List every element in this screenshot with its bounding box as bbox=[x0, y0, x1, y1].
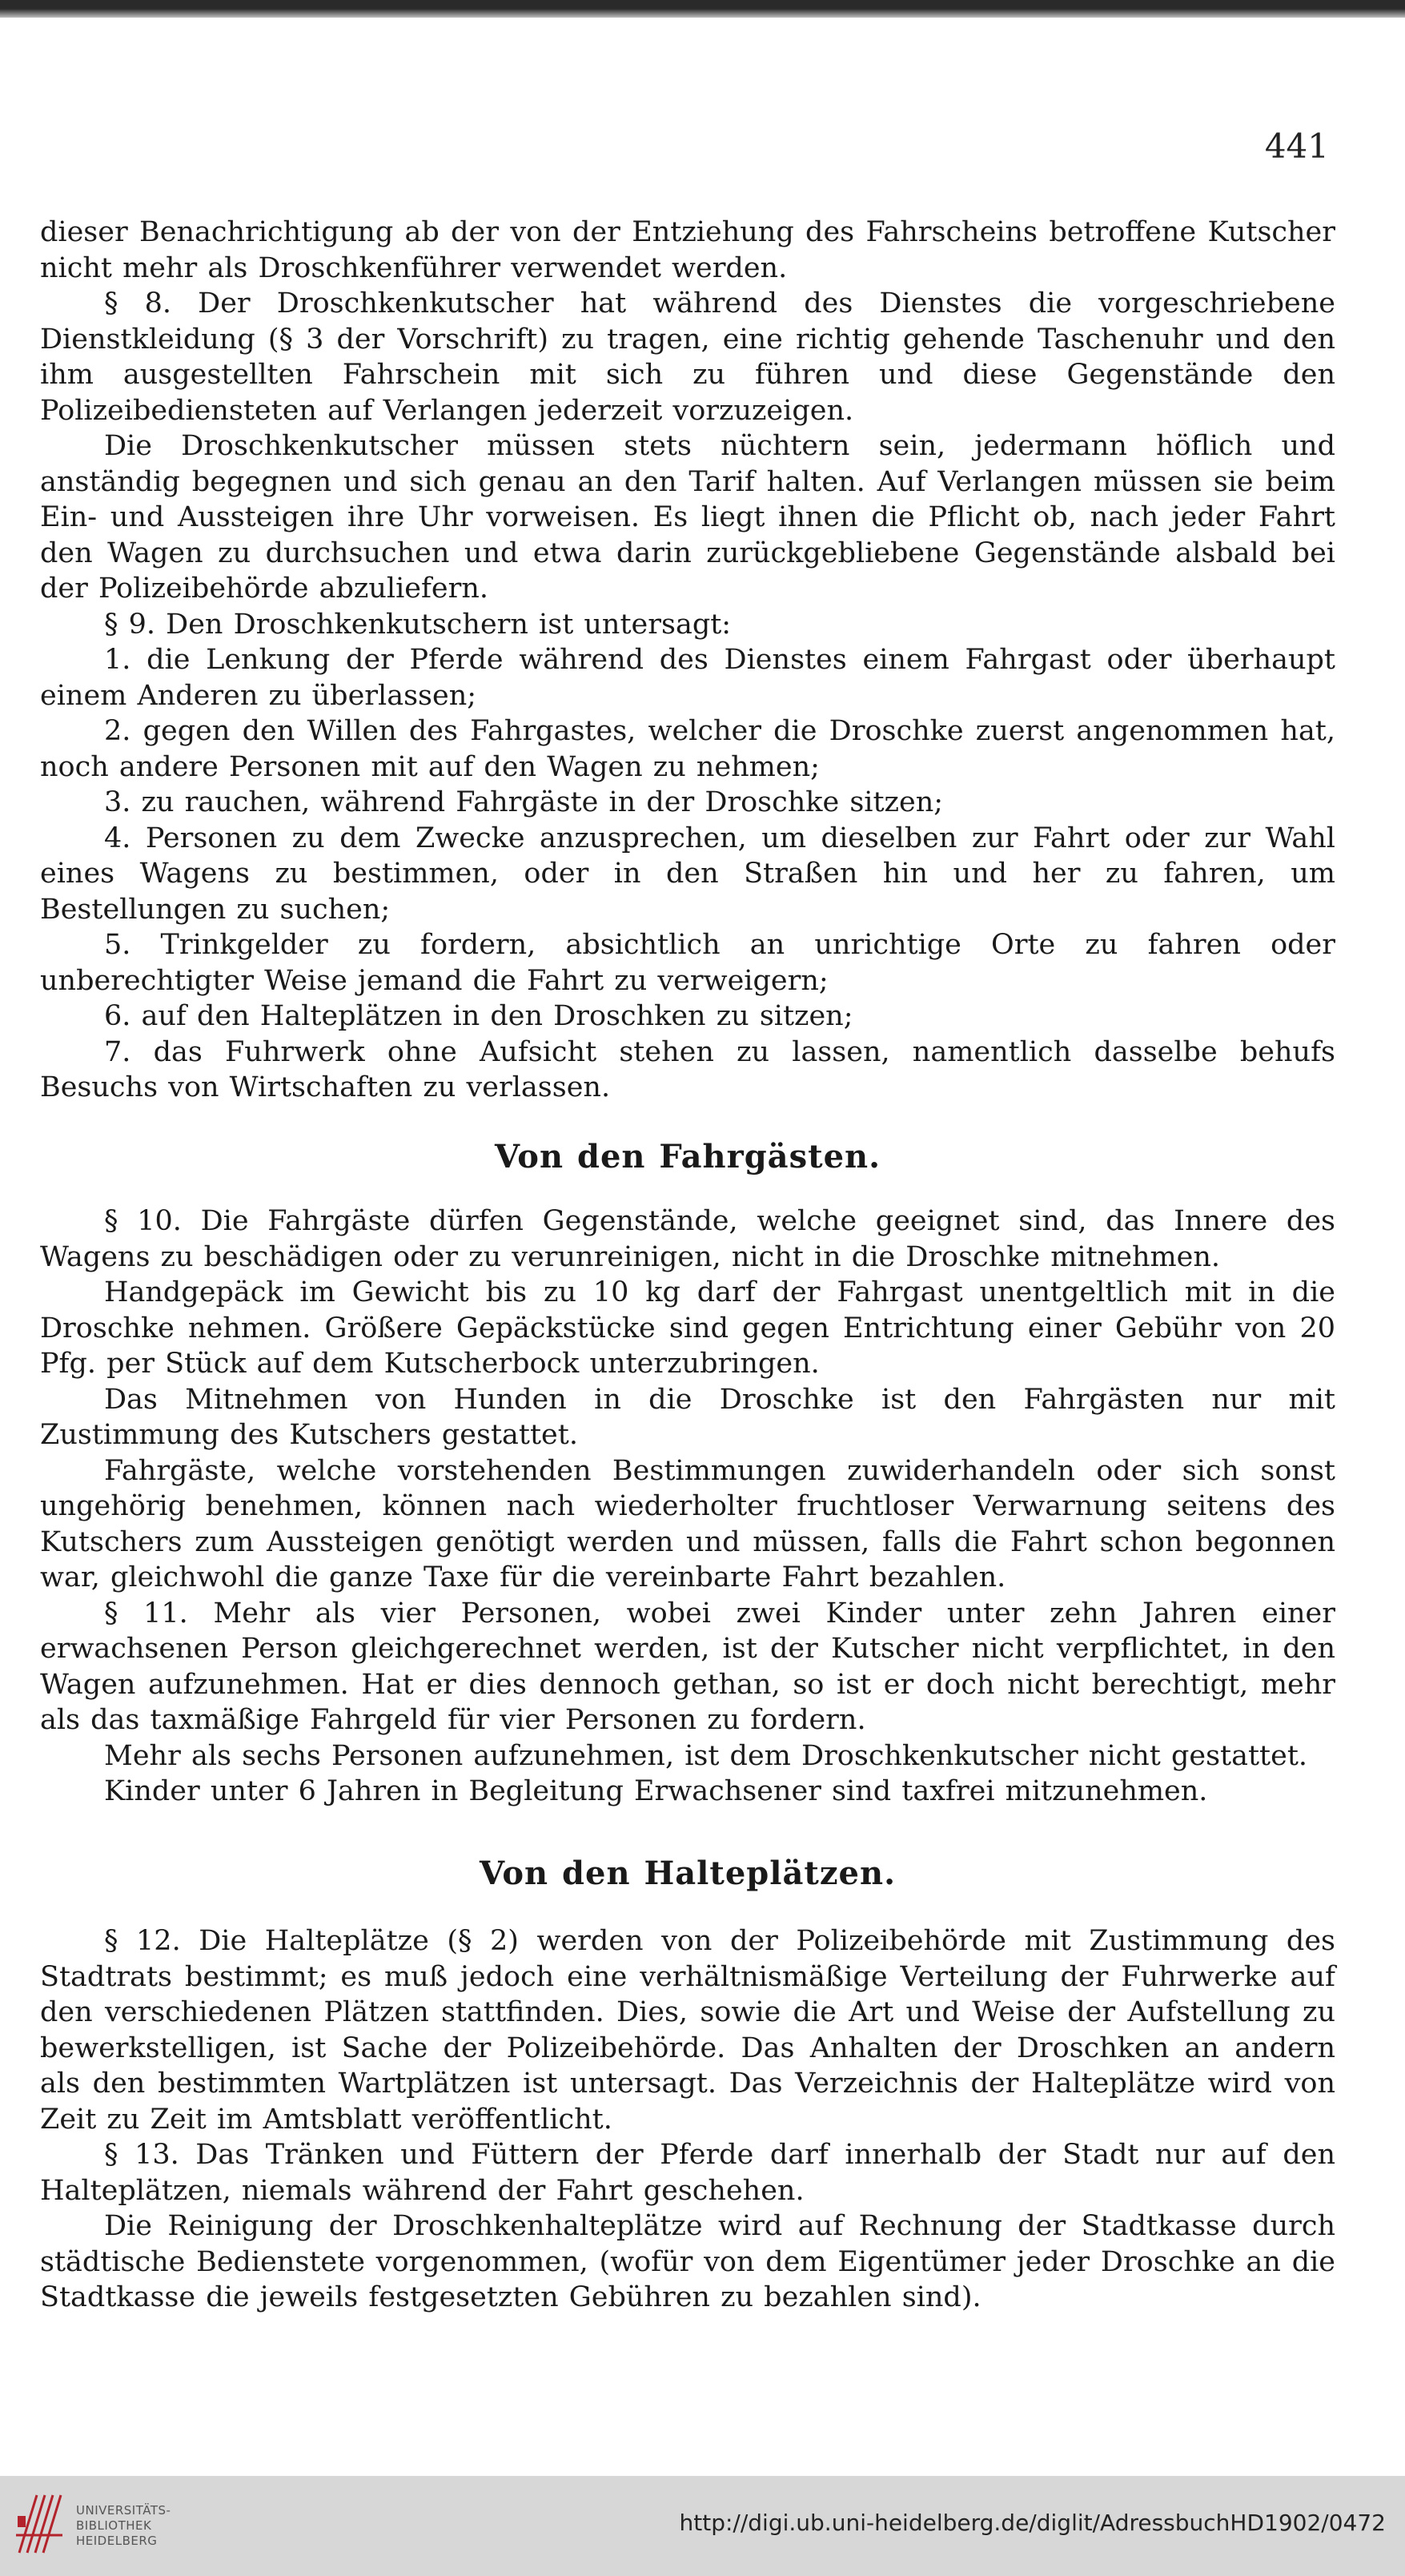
paragraph-section-11: § 11. Mehr als vier Personen, wobei zwei Kinder unter zehn Jahren einer erwachsenen Person gleichgerechnet werden, ist der Kutscher nicht verpflichtet, in den Wagen aufzunehmen. Hat er dies dennoch gethan, so ist er doch nicht berechtigt, mehr als das taxmäßige Fahrgeld für vier Personen zu fordern. bbox=[40, 1597, 1335, 1736]
heading-halteplaetze: Von den Halteplätzen. bbox=[479, 1854, 897, 1892]
library-name bbox=[76, 2503, 171, 2549]
paragraph-section-13: § 13. Das Tränken und Füttern der Pferde darf innerhalb der Stadt nur auf den Halteplätzen, niemals während der Fahrt geschehen. bbox=[40, 2139, 1335, 2207]
heading-fahrgaeste: Von den Fahrgästen. bbox=[494, 1137, 881, 1175]
library-name-line-2: BIBLIOTHEK bbox=[76, 2518, 152, 2533]
list-item-6: 6. auf den Halteplätzen in den Droschken zu sitzen; bbox=[104, 1000, 853, 1032]
viewer-footer bbox=[0, 2476, 1405, 2576]
paragraph-handgepaeck: Handgepäck im Gewicht bis zu 10 kg darf der Fahrgast unentgeltlich mit in die Droschke nehmen. Größere Gepäckstücke sind gegen Entrichtung einer Gebühr von 20 Pfg. per Stück auf dem Kutscherbock unterzubringen. bbox=[40, 1276, 1335, 1380]
paragraph-kinder: Kinder unter 6 Jahren in Begleitung Erwachsener sind taxfrei mitzunehmen. bbox=[104, 1775, 1208, 1807]
list-item-7: 7. das Fuhrwerk ohne Aufsicht stehen zu lassen, namentlich dasselbe behufs Besuchs von Wirtschaften zu verlassen. bbox=[40, 1035, 1335, 1103]
paragraph-kutscher-duties: Die Droschkenkutscher müssen stets nüchtern sein, jedermann höflich und anständig begegnen und sich genau an den Tarif halten. Auf Verlangen müssen sie beim Ein- und Aussteigen ihre Uhr vorweisen. Es liegt ihnen die Pflicht ob, nach jeder Fahrt den Wagen zu durchsuchen und etwa darin zurückgebliebene Gegenstände alsbald bei der Polizeibehörde abzuliefern. bbox=[40, 430, 1335, 605]
paragraph-section-12: § 12. Die Halteplätze (§ 2) werden von der Polizeibehörde mit Zustimmung des Stadtrats bestimmt; es muß jedoch eine verhältnismäßige Verteilung der Fuhrwerke auf den verschiedenen Plätzen stattfinden. Dies, sowie die Art und Weise der Aufstellung zu bewerkstelligen, ist Sache der Polizeibehörde. Das Anhalten der Droschken an andern als den bestimmten Wartplätzen ist untersagt. Das Verzeichnis der Halteplätze wird von Zeit zu Zeit im Amtsblatt veröffentlicht. bbox=[40, 1925, 1335, 2136]
university-seal-icon bbox=[13, 2487, 69, 2559]
scan-top-edge bbox=[0, 0, 1405, 18]
library-name-line-3: HEIDELBERG bbox=[76, 2534, 158, 2548]
paragraph-hunde: Das Mitnehmen von Hunden in die Droschke ist den Fahrgästen nur mit Zustimmung des Kutschers gestattet. bbox=[40, 1383, 1335, 1451]
list-item-4: 4. Personen zu dem Zwecke anzusprechen, um dieselben zur Fahrt oder zur Wahl eines Wagens zu bestimmen, oder in den Straßen hin und her zu fahren, um Bestellungen zu suchen; bbox=[40, 822, 1335, 926]
list-item-3: 3. zu rauchen, während Fahrgäste in der Droschke sitzen; bbox=[104, 786, 944, 818]
paragraph-section-8: § 8. Der Droschkenkutscher hat während des Dienstes die vorgeschriebene Dienstkleidung (§ 3 der Vorschrift) zu tragen, eine richtig gehende Taschenuhr und den ihm ausgestellten Fahrschein mit sich zu führen und diese Gegenstände den Polizeibediensteten auf Verlangen jederzeit vorzuzeigen. bbox=[40, 287, 1335, 427]
list-item-5: 5. Trinkgelder zu fordern, absichtlich an unrichtige Orte zu fahren oder unberechtigter Weise jemand die Fahrt zu verweigern; bbox=[40, 929, 1335, 997]
paragraph-continuation: dieser Benachrichtigung ab der von der Entziehung des Fahrscheins betroffene Kutscher nicht mehr als Droschkenführer verwendet werden. bbox=[40, 216, 1335, 284]
document-body bbox=[40, 215, 1335, 2316]
list-item-1: 1. die Lenkung der Pferde während des Dienstes einem Fahrgast oder überhaupt einem Anderen zu überlassen; bbox=[40, 644, 1335, 712]
page-number: 441 bbox=[1264, 127, 1329, 166]
paragraph-sechs-personen: Mehr als sechs Personen aufzunehmen, ist dem Droschkenkutscher nicht gestattet. bbox=[104, 1739, 1308, 1772]
list-item-2: 2. gegen den Willen des Fahrgastes, welcher die Droschke zuerst angenommen hat, noch andere Personen mit auf den Wagen zu nehmen; bbox=[40, 715, 1335, 783]
paragraph-section-10: § 10. Die Fahrgäste dürfen Gegenstände, welche geeignet sind, das Innere des Wagens zu beschädigen oder zu verunreinigen, nicht in die Droschke mitnehmen. bbox=[40, 1205, 1335, 1273]
library-name-line-1: UNIVERSITÄTS- bbox=[76, 2503, 171, 2518]
paragraph-section-9: § 9. Den Droschkenkutschern ist untersagt: bbox=[104, 608, 732, 641]
permalink-url[interactable]: http://digi.ub.uni-heidelberg.de/diglit/AdressbuchHD1902/0472 bbox=[679, 2510, 1386, 2536]
paragraph-reinigung: Die Reinigung der Droschkenhalteplätze wird auf Rechnung der Stadtkasse durch städtische Bedienstete vorgenommen, (wofür von dem Eigentümer jeder Droschke an die Stadtkasse die jeweils festgesetzten Gebühren zu bezahlen sind). bbox=[40, 2210, 1335, 2313]
paragraph-zuwiderhandeln: Fahrgäste, welche vorstehenden Bestimmungen zuwiderhandeln oder sich sonst ungehörig benehmen, können nach wiederholter fruchtloser Verwarnung seitens des Kutschers zum Aussteigen genötigt werden und müssen, falls die Fahrt schon begonnen war, gleichwohl die ganze Taxe für die vereinbarte Fahrt bezahlen. bbox=[40, 1454, 1335, 1593]
